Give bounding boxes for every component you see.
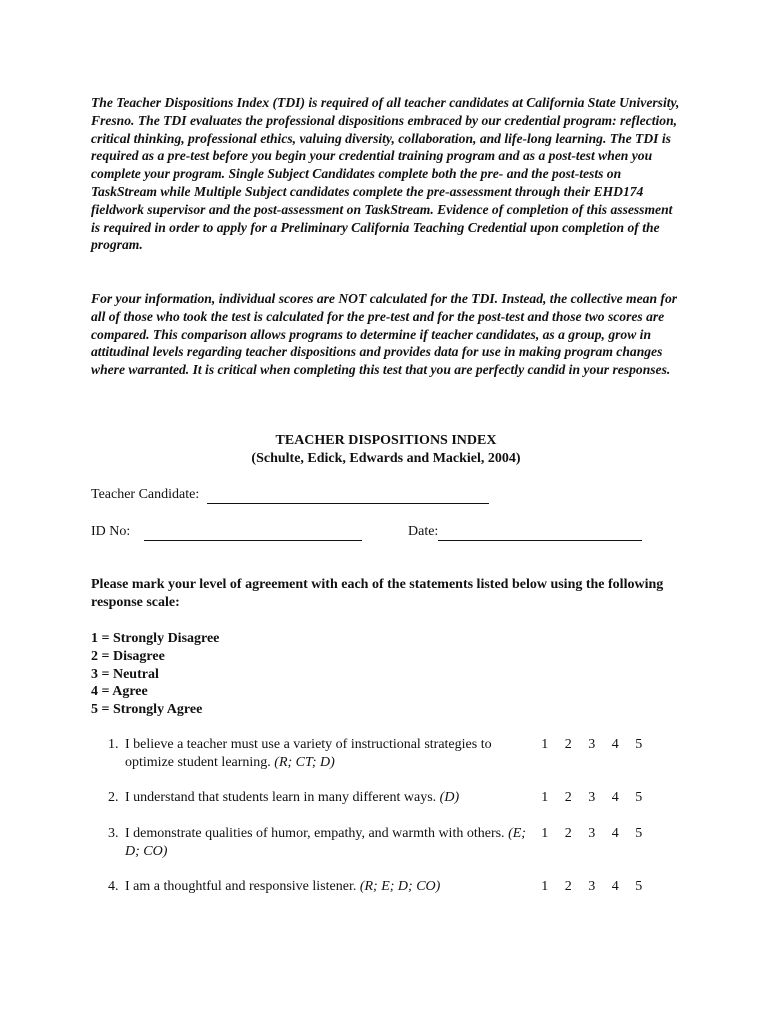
- scale-item: 5 = Strongly Agree: [91, 702, 203, 718]
- item-text: I am a thoughtful and responsive listener. (R; E; D; CO): [125, 879, 441, 894]
- rating-option-1[interactable]: 1: [541, 826, 549, 841]
- rating-options-4: [533, 878, 651, 896]
- scale-item: 2 = Disagree: [91, 648, 165, 664]
- question-item-1: [108, 736, 528, 772]
- instructions: Please mark your level of agreement with each of the statements listed below using the following response scale:: [91, 577, 664, 610]
- id-label: ID No:: [91, 524, 131, 539]
- rating-options-3: [533, 825, 651, 843]
- id-field-row: [91, 523, 362, 541]
- item-text: I understand that students learn in many different ways. (D): [125, 790, 460, 805]
- rating-option-3[interactable]: 3: [588, 879, 596, 894]
- rating-option-4[interactable]: 4: [611, 879, 619, 894]
- candidate-input[interactable]: [207, 489, 489, 504]
- question-item-3: [108, 825, 528, 861]
- scale-item: 4 = Agree: [91, 684, 148, 700]
- rating-option-2[interactable]: 2: [564, 737, 572, 752]
- item-codes: (D): [439, 790, 460, 805]
- rating-option-3[interactable]: 3: [588, 790, 596, 805]
- item-number: 3.: [108, 826, 119, 841]
- rating-options-2: [533, 789, 651, 807]
- candidate-field-row: [91, 486, 489, 504]
- item-number: 1.: [108, 737, 119, 752]
- date-input[interactable]: [438, 526, 642, 541]
- date-label: Date:: [408, 524, 439, 539]
- rating-option-1[interactable]: 1: [541, 879, 549, 894]
- item-number: 2.: [108, 790, 119, 805]
- scale-item: 1 = Strongly Disagree: [91, 631, 220, 646]
- question-item-2: [108, 789, 528, 807]
- id-input[interactable]: [144, 526, 362, 541]
- document-subtitle: (Schulte, Edick, Edwards and Mackiel, 2004): [251, 451, 521, 466]
- rating-option-2[interactable]: 2: [564, 790, 572, 805]
- date-field-row: [408, 523, 642, 541]
- rating-option-5[interactable]: 5: [635, 826, 643, 841]
- candidate-label: Teacher Candidate:: [91, 487, 200, 502]
- intro-paragraph-1: The Teacher Dispositions Index (TDI) is required of all teacher candidates at California State University, Fresno. The TDI evaluates the professional dispositions embraced by our credential program: reflection, critical thinking, professional ethics, valuing diversity, collaboration, and life-long learning. The TDI is required as a pre-test before you begin your credential training program and as a post-test when you complete your program. Single Subject Candidates complete both the pre- and the post-tests on TaskStream while Multiple Subject candidates complete the pre-assessment through their EHD174 fieldwork supervisor and the post-assessment on TaskStream. Evidence of completion of this assessment is required in order to apply for a Preliminary California Teaching Credential upon completion of the program.: [91, 95, 680, 253]
- item-number: 4.: [108, 879, 119, 894]
- rating-options-1: [533, 736, 651, 754]
- rating-option-2[interactable]: 2: [564, 826, 572, 841]
- rating-option-4[interactable]: 4: [611, 737, 619, 752]
- item-codes: (R; CT; D): [274, 755, 335, 770]
- item-codes: (R; E; D; CO): [359, 879, 441, 894]
- item-codes: (E; D; CO): [125, 826, 526, 859]
- intro-paragraph-2: For your information, individual scores are NOT calculated for the TDI. Instead, the collective mean for all of those who took the test is calculated for the pre-test and for the post-test and those two scores are compared. This comparison allows programs to determine if teacher candidates, as a group, grow in attitudinal levels regarding teacher dispositions and provides data for use in making program changes where warranted. It is critical when completing this test that you are perfectly candid in your responses.: [91, 291, 678, 378]
- rating-option-1[interactable]: 1: [541, 737, 549, 752]
- rating-option-4[interactable]: 4: [611, 790, 619, 805]
- rating-option-3[interactable]: 3: [588, 826, 596, 841]
- rating-option-4[interactable]: 4: [611, 826, 619, 841]
- item-text: I believe a teacher must use a variety of instructional strategies to optimize student learning. (R; CT; D): [125, 737, 492, 770]
- rating-option-5[interactable]: 5: [635, 790, 643, 805]
- rating-option-5[interactable]: 5: [635, 879, 643, 894]
- rating-option-1[interactable]: 1: [541, 790, 549, 805]
- question-item-4: [108, 878, 528, 896]
- response-scale: [91, 630, 219, 719]
- rating-option-5[interactable]: 5: [635, 737, 643, 752]
- scale-item: 3 = Neutral: [91, 666, 159, 682]
- rating-option-2[interactable]: 2: [564, 879, 572, 894]
- title-block: [91, 432, 681, 468]
- document-title: TEACHER DISPOSITIONS INDEX: [275, 433, 497, 448]
- rating-option-3[interactable]: 3: [588, 737, 596, 752]
- item-text: I demonstrate qualities of humor, empathy, and warmth with others. (E; D; CO): [125, 826, 526, 859]
